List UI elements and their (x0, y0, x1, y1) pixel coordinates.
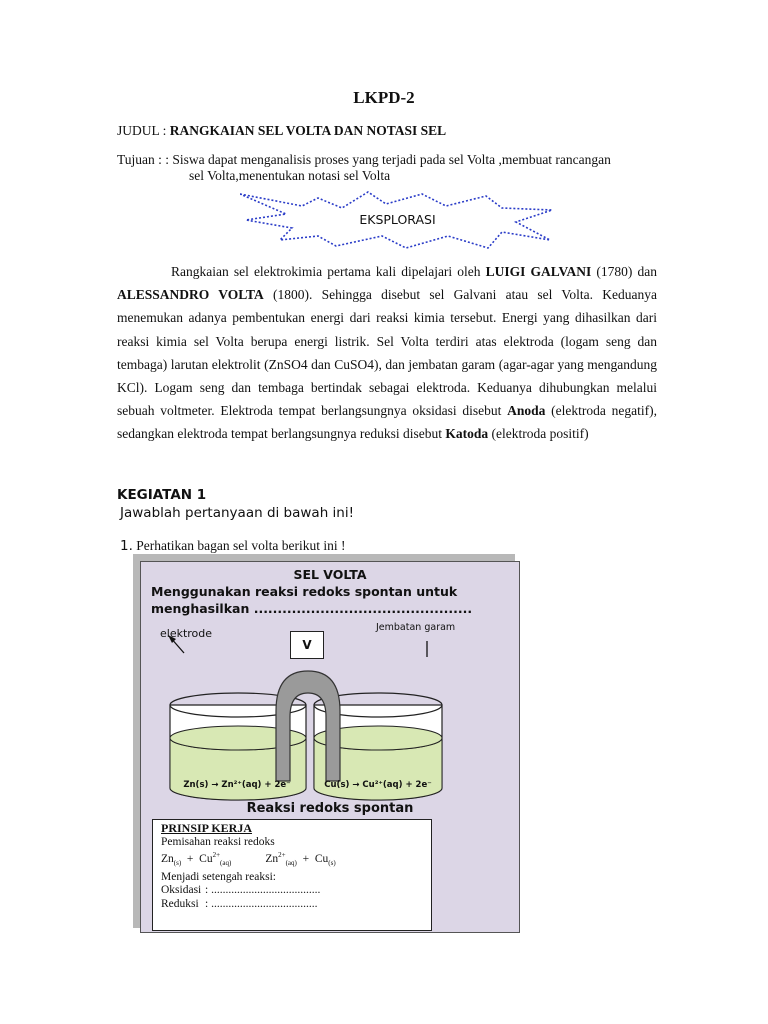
prinsip-heading: PRINSIP KERJA (161, 821, 253, 835)
para-text-5: (elektroda positif) (488, 426, 589, 442)
question-1-number: 1. (120, 538, 133, 554)
eq-plus2: + (296, 852, 315, 865)
judul-label: JUDUL : (117, 123, 170, 138)
eq-zn2-state: (aq) (285, 859, 297, 868)
prinsip-line-3: Menjadi setengah reaksi: (161, 870, 276, 883)
reduksi-row (161, 898, 423, 912)
tujuan-line-1: Tujuan : : Siswa dapat menganalisis proses yang terjadi pada sel Volta ,membuat rancangan (117, 152, 611, 167)
left-half-equation: Zn(s) → Zn²⁺(aq) + 2e⁻ (183, 780, 291, 790)
para-text-3: (1800). Sehingga disebut sel Galvani atau sel Volta. Keduanya menemukan adanya pembentukan energi dari reaksi kimia tersebut. Energi yang dihasilkan dari reaksi kimia sel Volta berupa energi listrik. Sel Volta terdiri atas elektroda (logam seng dan tembaga) larutan elektrolit (ZnSO4 dan CuSO4), dan jembatan garam (agar-agar yang mengandung KCl). Logam seng dan tembaga bertindak sebagai elektroda. Keduanya dihubungkan melalui sebuah voltmeter. Elektroda tempat berlangsungnya oksidasi disebut (117, 287, 657, 419)
para-bold-anoda: Anoda (507, 403, 546, 419)
eksplorasi-label: EKSPLORASI (359, 212, 436, 227)
prinsip-kerja-box (152, 819, 432, 931)
voltmeter-box: V (290, 631, 324, 659)
page-title: LKPD-2 (353, 88, 415, 107)
tujuan-line-2: sel Volta,menentukan notasi sel Volta (189, 168, 391, 183)
reduksi-blank: : ..................................... (205, 897, 318, 910)
para-text-4: (elektroda negatif), sedangkan elektroda tempat berlangsungnya reduksi disebut (117, 403, 657, 442)
oksidasi-label: Oksidasi (161, 884, 202, 897)
reaksi-redoks-label: Reaksi redoks spontan (246, 801, 414, 816)
para-text-1: Rangkaian sel elektrokimia pertama kali dipelajari oleh (171, 264, 486, 279)
tujuan-block (117, 152, 677, 184)
eq-zn-state: (s) (173, 859, 182, 868)
judul-value: RANGKAIAN SEL VOLTA DAN NOTASI SEL (169, 123, 447, 138)
eq-cu-state: (aq) (220, 859, 232, 868)
oksidasi-row (161, 884, 423, 898)
salt-bridge (276, 671, 340, 781)
eq-zn: Zn (161, 852, 174, 865)
question-1-text: Perhatikan bagan sel volta berikut ini ! (132, 538, 346, 553)
eq-cu: Cu (199, 852, 213, 865)
instruction-text: Jawablah pertanyaan di bawah ini! (120, 505, 355, 521)
jembatan-garam-label: Jembatan garam (376, 622, 456, 633)
eq-zn2-charge: 2+ (278, 851, 286, 859)
eq-cu2: Cu (314, 852, 329, 865)
kegiatan-heading: KEGIATAN 1 (117, 487, 207, 503)
judul-line (117, 123, 446, 139)
diagram-description: Menggunakan reaksi redoks spontan untuk menghasilkan .............................................. (151, 584, 473, 616)
elektrode-label: elektrode (160, 627, 213, 640)
para-bold-katoda: Katoda (445, 426, 489, 442)
intro-paragraph (117, 260, 657, 446)
eq-cu-charge: 2+ (212, 851, 221, 859)
eq-zn2: Zn (265, 852, 279, 865)
oksidasi-blank: : ...................................... (205, 884, 321, 897)
para-bold-volta: ALESSANDRO VOLTA (117, 287, 264, 303)
question-1 (120, 538, 345, 554)
diagram-title: SEL VOLTA (293, 567, 367, 582)
prinsip-equation (161, 849, 423, 871)
eq-cu2-state: (s) (328, 859, 336, 868)
prinsip-line-1: Pemisahan reaksi redoks (161, 835, 275, 848)
para-bold-galvani: LUIGI GALVANI (485, 264, 592, 279)
reduksi-label: Reduksi (161, 897, 199, 910)
para-text-2: (1780) dan (591, 264, 657, 279)
eq-plus: + (181, 852, 200, 865)
right-half-equation: Cu(s) → Cu²⁺(aq) + 2e⁻ (324, 780, 432, 790)
